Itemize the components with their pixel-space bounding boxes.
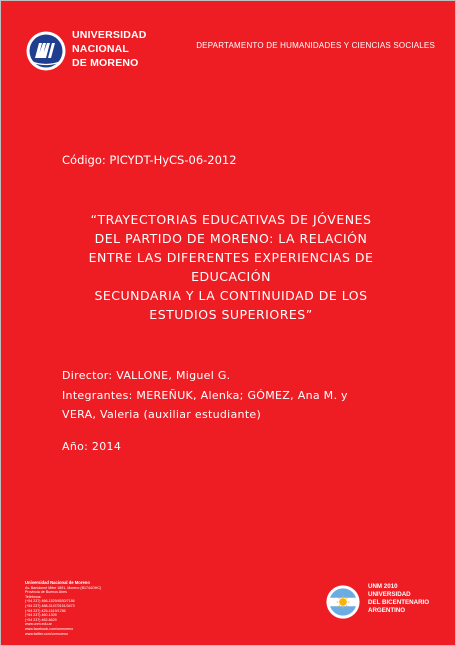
director-line: Director: VALLONE, Miguel G.	[62, 369, 231, 382]
footer-contact-line: www.unm.edu.ar	[25, 622, 52, 627]
university-name-line: DE MORENO	[72, 57, 139, 69]
bicentenario-label	[368, 583, 429, 615]
integrantes-line: Integrantes: MEREÑUK, Alenka; GÓMEZ, Ana M. y	[62, 388, 348, 402]
bicentenario-line: UNIVERSIDAD	[368, 591, 411, 598]
title-line: DEL PARTIDO DE MORENO: LA RELACIÓN	[94, 231, 368, 246]
year-line: Año: 2014	[62, 440, 122, 453]
footer-contact-line: (+54 237) 425-1619/1786	[25, 608, 66, 613]
footer-contact-line: (+54 237) 462-8629	[25, 617, 57, 622]
department-name: DEPARTAMENTO DE HUMANIDADES Y CIENCIAS SOCIALES	[196, 41, 435, 50]
project-team	[62, 366, 348, 425]
title-line: SECUNDARIA Y LA CONTINUIDAD DE LOS	[94, 288, 368, 303]
footer-contact-line: (+54 237) 460-1309	[25, 613, 57, 618]
university-name	[72, 28, 147, 70]
title-line: “TRAYECTORIAS EDUCATIVAS DE JÓVENES	[90, 212, 372, 227]
project-code: Código: PICYDT-HyCS-06-2012	[62, 153, 237, 167]
footer-contact-line: www.twitter.com/unmoreno	[25, 631, 68, 636]
university-name-line: UNIVERSIDAD	[72, 29, 147, 41]
footer-contact-line: Teléfonos:	[25, 594, 42, 599]
footer-contact-line: Universidad Nacional de Moreno	[25, 580, 90, 585]
title-line: ENTRE LAS DIFERENTES EXPERIENCIAS DE	[88, 250, 374, 265]
title-line: ESTUDIOS SUPERIORES”	[149, 307, 313, 322]
document-title	[56, 210, 406, 324]
university-name-line: NACIONAL	[72, 43, 130, 55]
title-line: EDUCACIÓN	[191, 269, 271, 284]
unm-logo-icon	[26, 31, 66, 71]
footer-contact	[25, 581, 101, 636]
footer-contact-line: Av. Bartolomé Mitre 1891, Moreno (B1744OHC)	[25, 585, 102, 590]
footer-contact-line: (+54 237) 466-1529/4530/7186	[25, 599, 75, 604]
footer-contact-line: www.facebook.com/unmoreno	[25, 626, 74, 631]
footer-contact-line: Provincia de Buenos Aires	[25, 590, 67, 595]
bicentenario-line: ARGENTINO	[368, 607, 406, 614]
bicentenario-seal-icon	[326, 585, 360, 619]
bicentenario-line: UNM 2010	[368, 583, 398, 590]
bicentenario-line: DEL BICENTENARIO	[368, 599, 430, 606]
footer-contact-line: (+54 237) 488-3147/3151/3473	[25, 603, 75, 608]
integrantes-line: VERA, Valeria (auxiliar estudiante)	[62, 408, 262, 421]
